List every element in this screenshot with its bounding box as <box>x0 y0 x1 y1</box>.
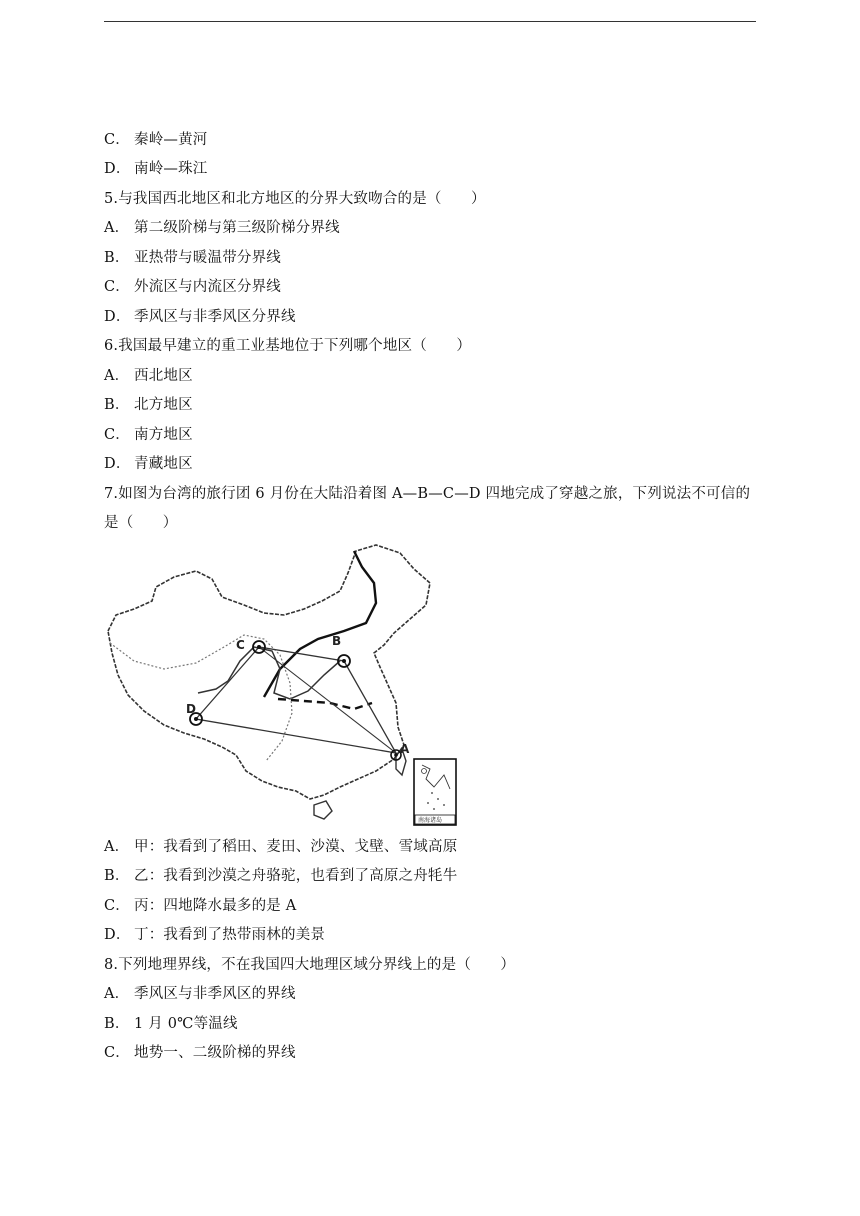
option-c: C． 地势一、二级阶梯的界线 <box>104 1045 296 1061</box>
hainan-island <box>314 801 332 819</box>
point-b-label: B <box>332 634 342 648</box>
header-rule <box>104 21 756 22</box>
qinling-huaihe-dashed-line <box>278 699 372 709</box>
option-c: C． 秦岭—黄河 <box>104 132 208 148</box>
option-c: C． 南方地区 <box>104 427 193 443</box>
option-b: B． 1 月 0℃等温线 <box>104 1016 238 1032</box>
option-a: A． 季风区与非季风区的界线 <box>104 986 296 1002</box>
china-outline <box>108 545 430 799</box>
question-7-stem: 7.如图为台湾的旅行团 6 月份在大陆沿着图 A—B—C—D 四地完成了穿越之旅，下列说法不可信的 <box>104 486 751 502</box>
isoline-dotted <box>110 635 292 761</box>
boundary-line-north <box>264 551 376 697</box>
point-c-label: C <box>236 638 245 652</box>
china-map <box>104 543 460 829</box>
question-7-stem-continued: 是（ ） <box>104 515 178 531</box>
option-c: C． 丙：四地降水最多的是 A <box>104 898 297 914</box>
china-map-figure <box>104 543 460 829</box>
option-c: C． 外流区与内流区分界线 <box>104 279 281 295</box>
point-d-label: D <box>186 702 196 716</box>
option-a: A． 甲：我看到了稻田、麦田、沙漠、戈壁、雪域高原 <box>104 839 458 855</box>
option-d: D． 青藏地区 <box>104 456 193 472</box>
option-d: D． 季风区与非季风区分界线 <box>104 309 296 325</box>
option-a: A． 西北地区 <box>104 368 193 384</box>
question-8-stem: 8.下列地理界线，不在我国四大地理区域分界线上的是（ ） <box>104 957 516 973</box>
option-d: D． 丁：我看到了热带雨林的美景 <box>104 927 326 943</box>
option-b: B． 北方地区 <box>104 397 193 413</box>
inset-label: 南海诸岛 <box>418 817 443 824</box>
option-b: B． 亚热带与暖温带分界线 <box>104 250 281 266</box>
option-a: A． 第二级阶梯与第三级阶梯分界线 <box>104 220 340 236</box>
option-b: B． 乙：我看到沙漠之舟骆驼，也看到了高原之舟牦牛 <box>104 868 458 884</box>
point-a-label: A <box>400 742 410 756</box>
south-china-sea-inset <box>414 759 456 825</box>
question-6-stem: 6.我国最早建立的重工业基地位于下列哪个地区（ ） <box>104 338 472 354</box>
option-d: D． 南岭—珠江 <box>104 161 208 177</box>
question-5-stem: 5.与我国西北地区和北方地区的分界大致吻合的是（ ） <box>104 191 486 207</box>
